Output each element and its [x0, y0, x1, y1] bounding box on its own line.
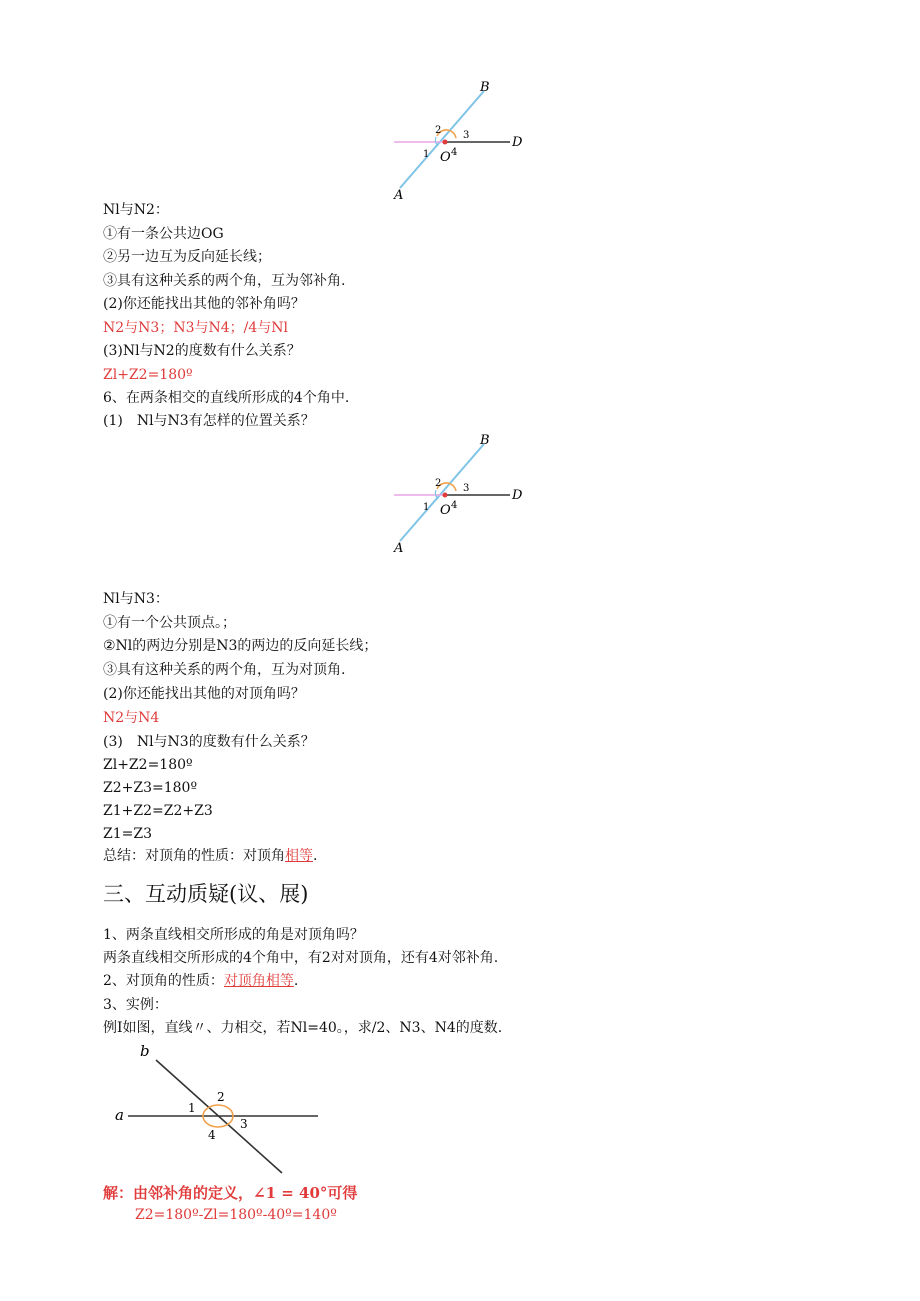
text-line: (1) Nl与N3有怎样的位置关系？: [103, 413, 315, 429]
solution-line: Z2=180º-Zl=180º-40º=140º: [135, 1207, 337, 1223]
figure-lines-a-b: [110, 1040, 330, 1180]
point-o: [443, 493, 448, 498]
label-1: 1: [188, 1101, 196, 1115]
line-ab: [400, 91, 484, 188]
text-line: (2)你还能找出其他的邻补角吗？: [103, 296, 305, 312]
text-line: Z2+Z3=180º: [103, 780, 198, 796]
label-a: A: [394, 188, 404, 203]
answer-line: Zl+Z2=180º: [103, 367, 193, 383]
label-2: 2: [217, 1090, 225, 1104]
text-line: (3) Nl与N3的度数有什么关系？: [103, 734, 315, 750]
label-2: 2: [435, 125, 442, 136]
label-4: 4: [451, 500, 458, 511]
property-answer: 对顶角相等: [223, 973, 294, 989]
label-1: 1: [423, 502, 430, 513]
text-line: ①有一条公共边OG: [103, 226, 224, 242]
text-line: Z1=Z3: [103, 826, 152, 842]
answer-line: N2与N3；N3与N4；/4与Nl: [103, 320, 288, 336]
label-a: A: [394, 541, 404, 556]
text-line: 两条直线相交所形成的4个角中，有2对对顶角，还有4对邻补角.: [103, 950, 499, 966]
point-o: [443, 140, 448, 145]
text-line: (3)Nl与N2的度数有什么关系？: [103, 343, 301, 359]
summary-suffix: .: [313, 848, 318, 864]
label-4: 4: [451, 147, 458, 158]
label-o: O: [440, 150, 451, 165]
summary-prefix: 总结：对顶角的性质：对顶角: [103, 848, 285, 864]
summary-answer: 相等: [285, 848, 313, 864]
label-d: D: [512, 488, 523, 503]
label-3: 3: [240, 1117, 248, 1131]
text-line: (2)你还能找出其他的对顶角吗？: [103, 686, 305, 702]
solution-line: 解：由邻补角的定义，∠1 = 40°可得: [103, 1184, 358, 1202]
text-line: ③具有这种关系的两个角，互为邻补角.: [103, 273, 346, 289]
label-b: B: [480, 433, 490, 448]
text-line: Zl+Z2=180º: [103, 757, 193, 773]
text-line: 3、实例：: [103, 997, 168, 1013]
section-heading: 三、互动质疑(议、展): [103, 882, 309, 906]
example-line: 例I如图，直线〃、力相交，若Nl=40。，求/2、N3、N4的度数.: [103, 1020, 503, 1036]
summary-line: [103, 847, 317, 865]
label-o: O: [440, 503, 451, 518]
line-ab: [400, 444, 484, 541]
text-line: 1、两条直线相交所形成的角是对顶角吗？: [103, 927, 364, 943]
text-line: ①有一个公共顶点。；: [103, 615, 236, 631]
property-suffix: .: [293, 973, 299, 989]
text-line: 6、在两条相交的直线所形成的4个角中.: [103, 390, 350, 406]
figure-intersecting-lines-1: [390, 75, 540, 205]
text-line: ②Nl的两边分别是N3的两边的反向延长线；: [103, 638, 378, 654]
label-3: 3: [463, 130, 470, 141]
property-line: [103, 972, 298, 990]
text-line: Nl与N2：: [103, 202, 169, 218]
answer-line: N2与N4: [103, 710, 160, 726]
label-2: 2: [435, 478, 442, 489]
label-b: b: [140, 1042, 150, 1060]
label-4: 4: [208, 1128, 216, 1142]
text-line: Z1+Z2=Z2+Z3: [103, 803, 213, 819]
text-line: ③具有这种关系的两个角，互为对顶角.: [103, 662, 346, 678]
figure-intersecting-lines-2: [390, 428, 540, 558]
text-line: ②另一边互为反向延长线；: [103, 249, 271, 265]
property-prefix: 2、对顶角的性质：: [103, 973, 224, 989]
label-1: 1: [423, 149, 430, 160]
label-a: a: [115, 1106, 124, 1124]
text-line: Nl与N3：: [103, 591, 169, 607]
label-d: D: [512, 135, 523, 150]
label-3: 3: [463, 483, 470, 494]
label-b: B: [480, 80, 490, 95]
